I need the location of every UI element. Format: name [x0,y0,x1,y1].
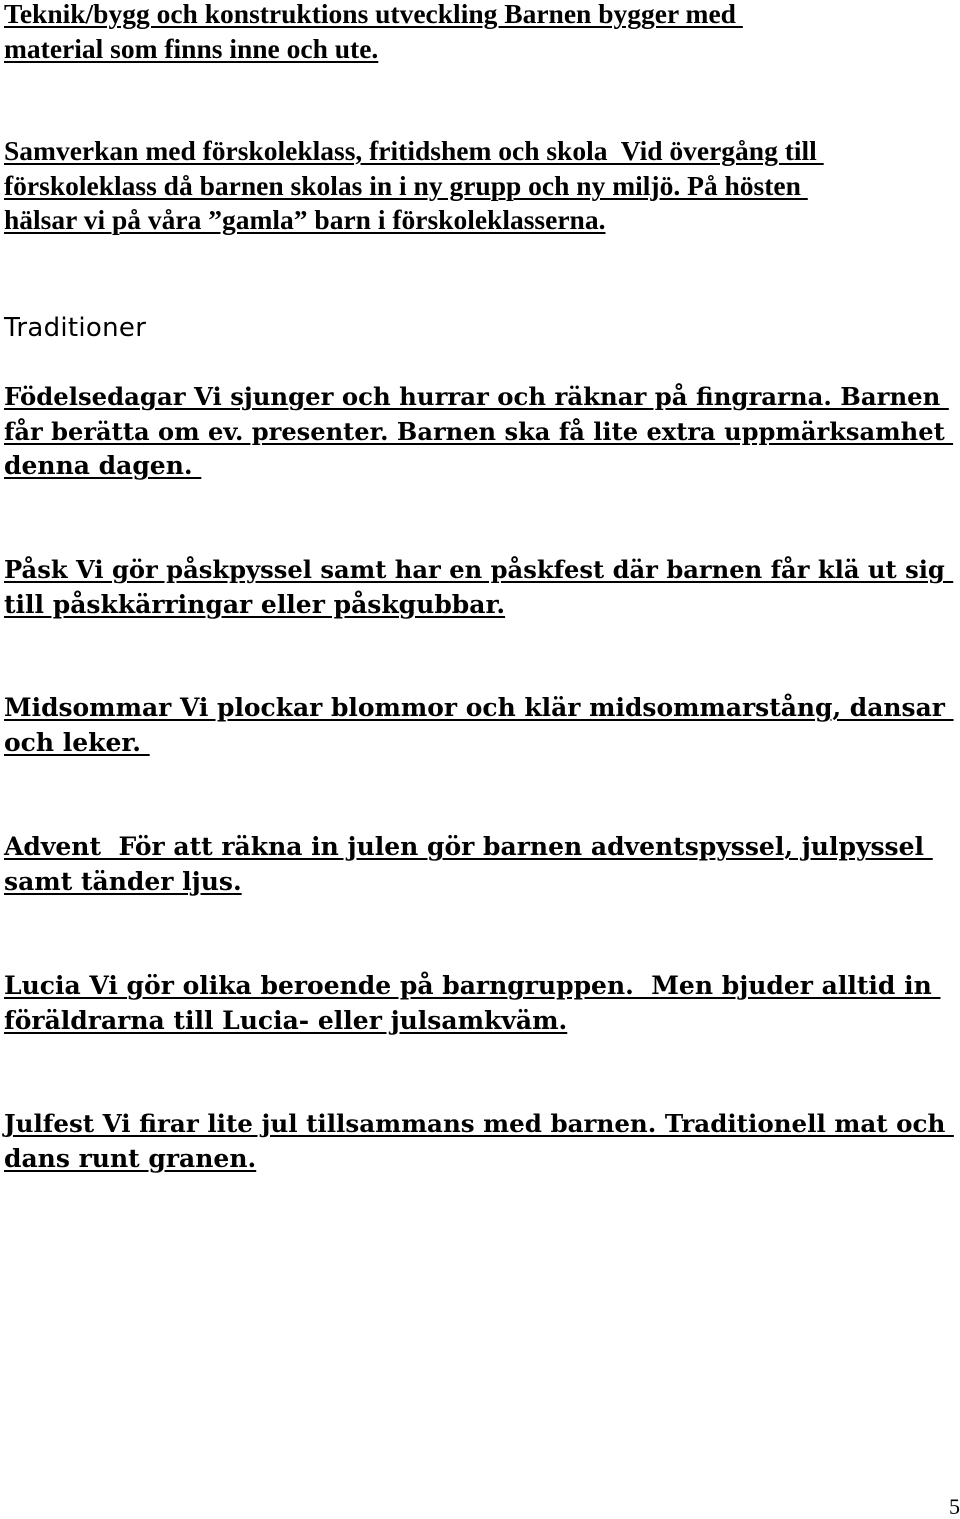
paragraph-pask [4,553,953,622]
paragraph-julfest [4,1107,954,1176]
paragraph-midsommar [4,691,954,760]
paragraph-line: material som finns inne och ute. [4,32,379,64]
paragraph-line: samt tänder ljus. [4,866,242,896]
paragraph-line: Midsommar Vi plockar blommor och klär midsommarstång, dansar [4,693,954,722]
paragraph-line: denna dagen. [4,451,202,480]
paragraph-line: Julfest Vi firar lite jul tillsammans med barnen. Traditionell mat och [4,1109,954,1138]
paragraph-line: föräldrarna till Lucia- eller julsamkväm. [4,1005,568,1035]
paragraph-lucia [4,969,940,1038]
paragraph-samverkan [4,134,824,238]
paragraph-line: får berätta om ev. presenter. Barnen ska få lite extra uppmärksamhet [4,416,954,446]
paragraph-line: Advent För att räkna in julen gör barnen adventspyssel, julpyssel [4,832,933,861]
paragraph-line: Påsk Vi gör påskpyssel samt har en påskfest där barnen får klä ut sig [4,555,954,584]
paragraph-line: Teknik/bygg och konstruktions utveckling Barnen bygger med [4,0,743,29]
page-number: 5 [949,1494,960,1519]
paragraph-line: hälsar vi på våra ”gamla” barn i förskoleklasserna. [4,204,606,235]
paragraph-line: förskoleklass då barnen skolas in i ny grupp och ny miljö. På hösten [4,169,808,201]
paragraph-line: dans runt granen. [4,1143,257,1173]
paragraph-advent [4,830,933,899]
paragraph-fodelsedagar [4,380,953,484]
paragraph-line: Lucia Vi gör olika beroende på barngruppen. Men bjuder alltid in [4,971,941,1000]
paragraph-line: till påskkärringar eller påskgubbar. [4,589,506,619]
paragraph-teknik-bygg [4,0,743,66]
paragraph-line: Samverkan med förskoleklass, fritidshem och skola Vid övergång till [4,135,824,166]
paragraph-line: Födelsedagar Vi sjunger och hurrar och räknar på fingrarna. Barnen [4,382,949,411]
section-heading-traditioner: Traditioner [4,313,147,343]
paragraph-line: och leker. [4,727,150,757]
